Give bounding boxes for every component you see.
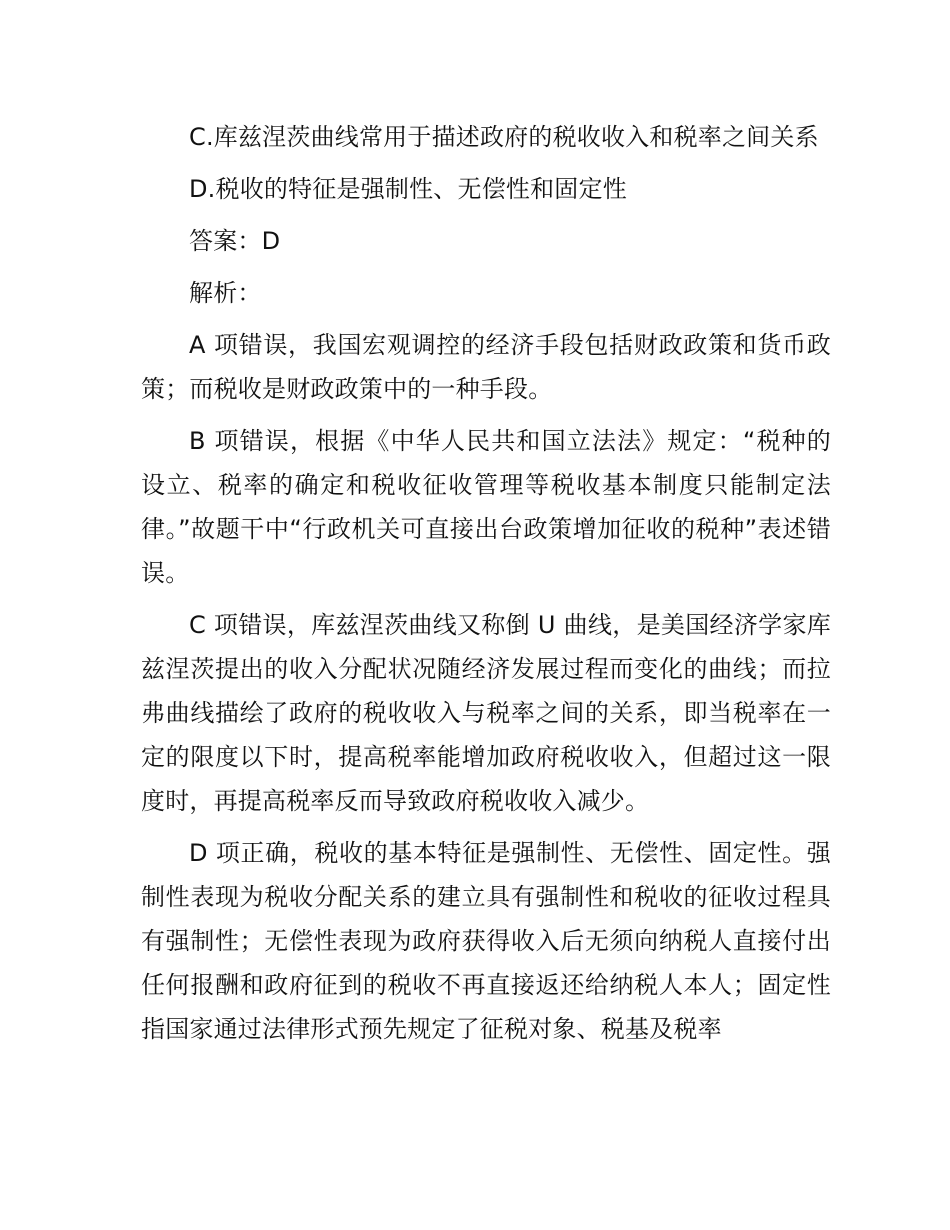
option-c-text: C.库兹涅茨曲线常用于描述政府的税收收入和税率之间关系 bbox=[189, 123, 819, 151]
document-body bbox=[141, 115, 831, 1059]
answer-line: 答案：D bbox=[189, 227, 281, 255]
analysis-d: D 项正确，税收的基本特征是强制性、无偿性、固定性。强制性表现为税收分配关系的建立具有强制性和税收的征收过程具有强制性；无偿性表现为政府获得收入后无须向纳税人直接付出任何报酬和政府征到的税收不再直接返还给纳税人本人；固定性指国家通过法律形式预先规定了征税对象、税基及税率 bbox=[141, 839, 831, 1043]
option-d-text: D.税收的特征是强制性、无偿性和固定性 bbox=[189, 175, 627, 203]
analysis-a: A 项错误，我国宏观调控的经济手段包括财政政策和货币政策；而税收是财政政策中的一种手段。 bbox=[141, 331, 831, 403]
analysis-b: B 项错误，根据《中华人民共和国立法法》规定：“税种的设立、税率的确定和税收征收管理等税收基本制度只能制定法律。”故题干中“行政机关可直接出台政策增加征收的税种”表述错误。 bbox=[141, 427, 831, 587]
analysis-heading: 解析： bbox=[189, 279, 262, 307]
analysis-c: C 项错误，库兹涅茨曲线又称倒 U 曲线，是美国经济学家库兹涅茨提出的收入分配状况随经济发展过程而变化的曲线；而拉弗曲线描绘了政府的税收收入与税率之间的关系，即当税率在一定的限度以下时，提高税率能增加政府税收收入，但超过这一限度时，再提高税率反而导致政府税收收入减少。 bbox=[141, 611, 831, 815]
